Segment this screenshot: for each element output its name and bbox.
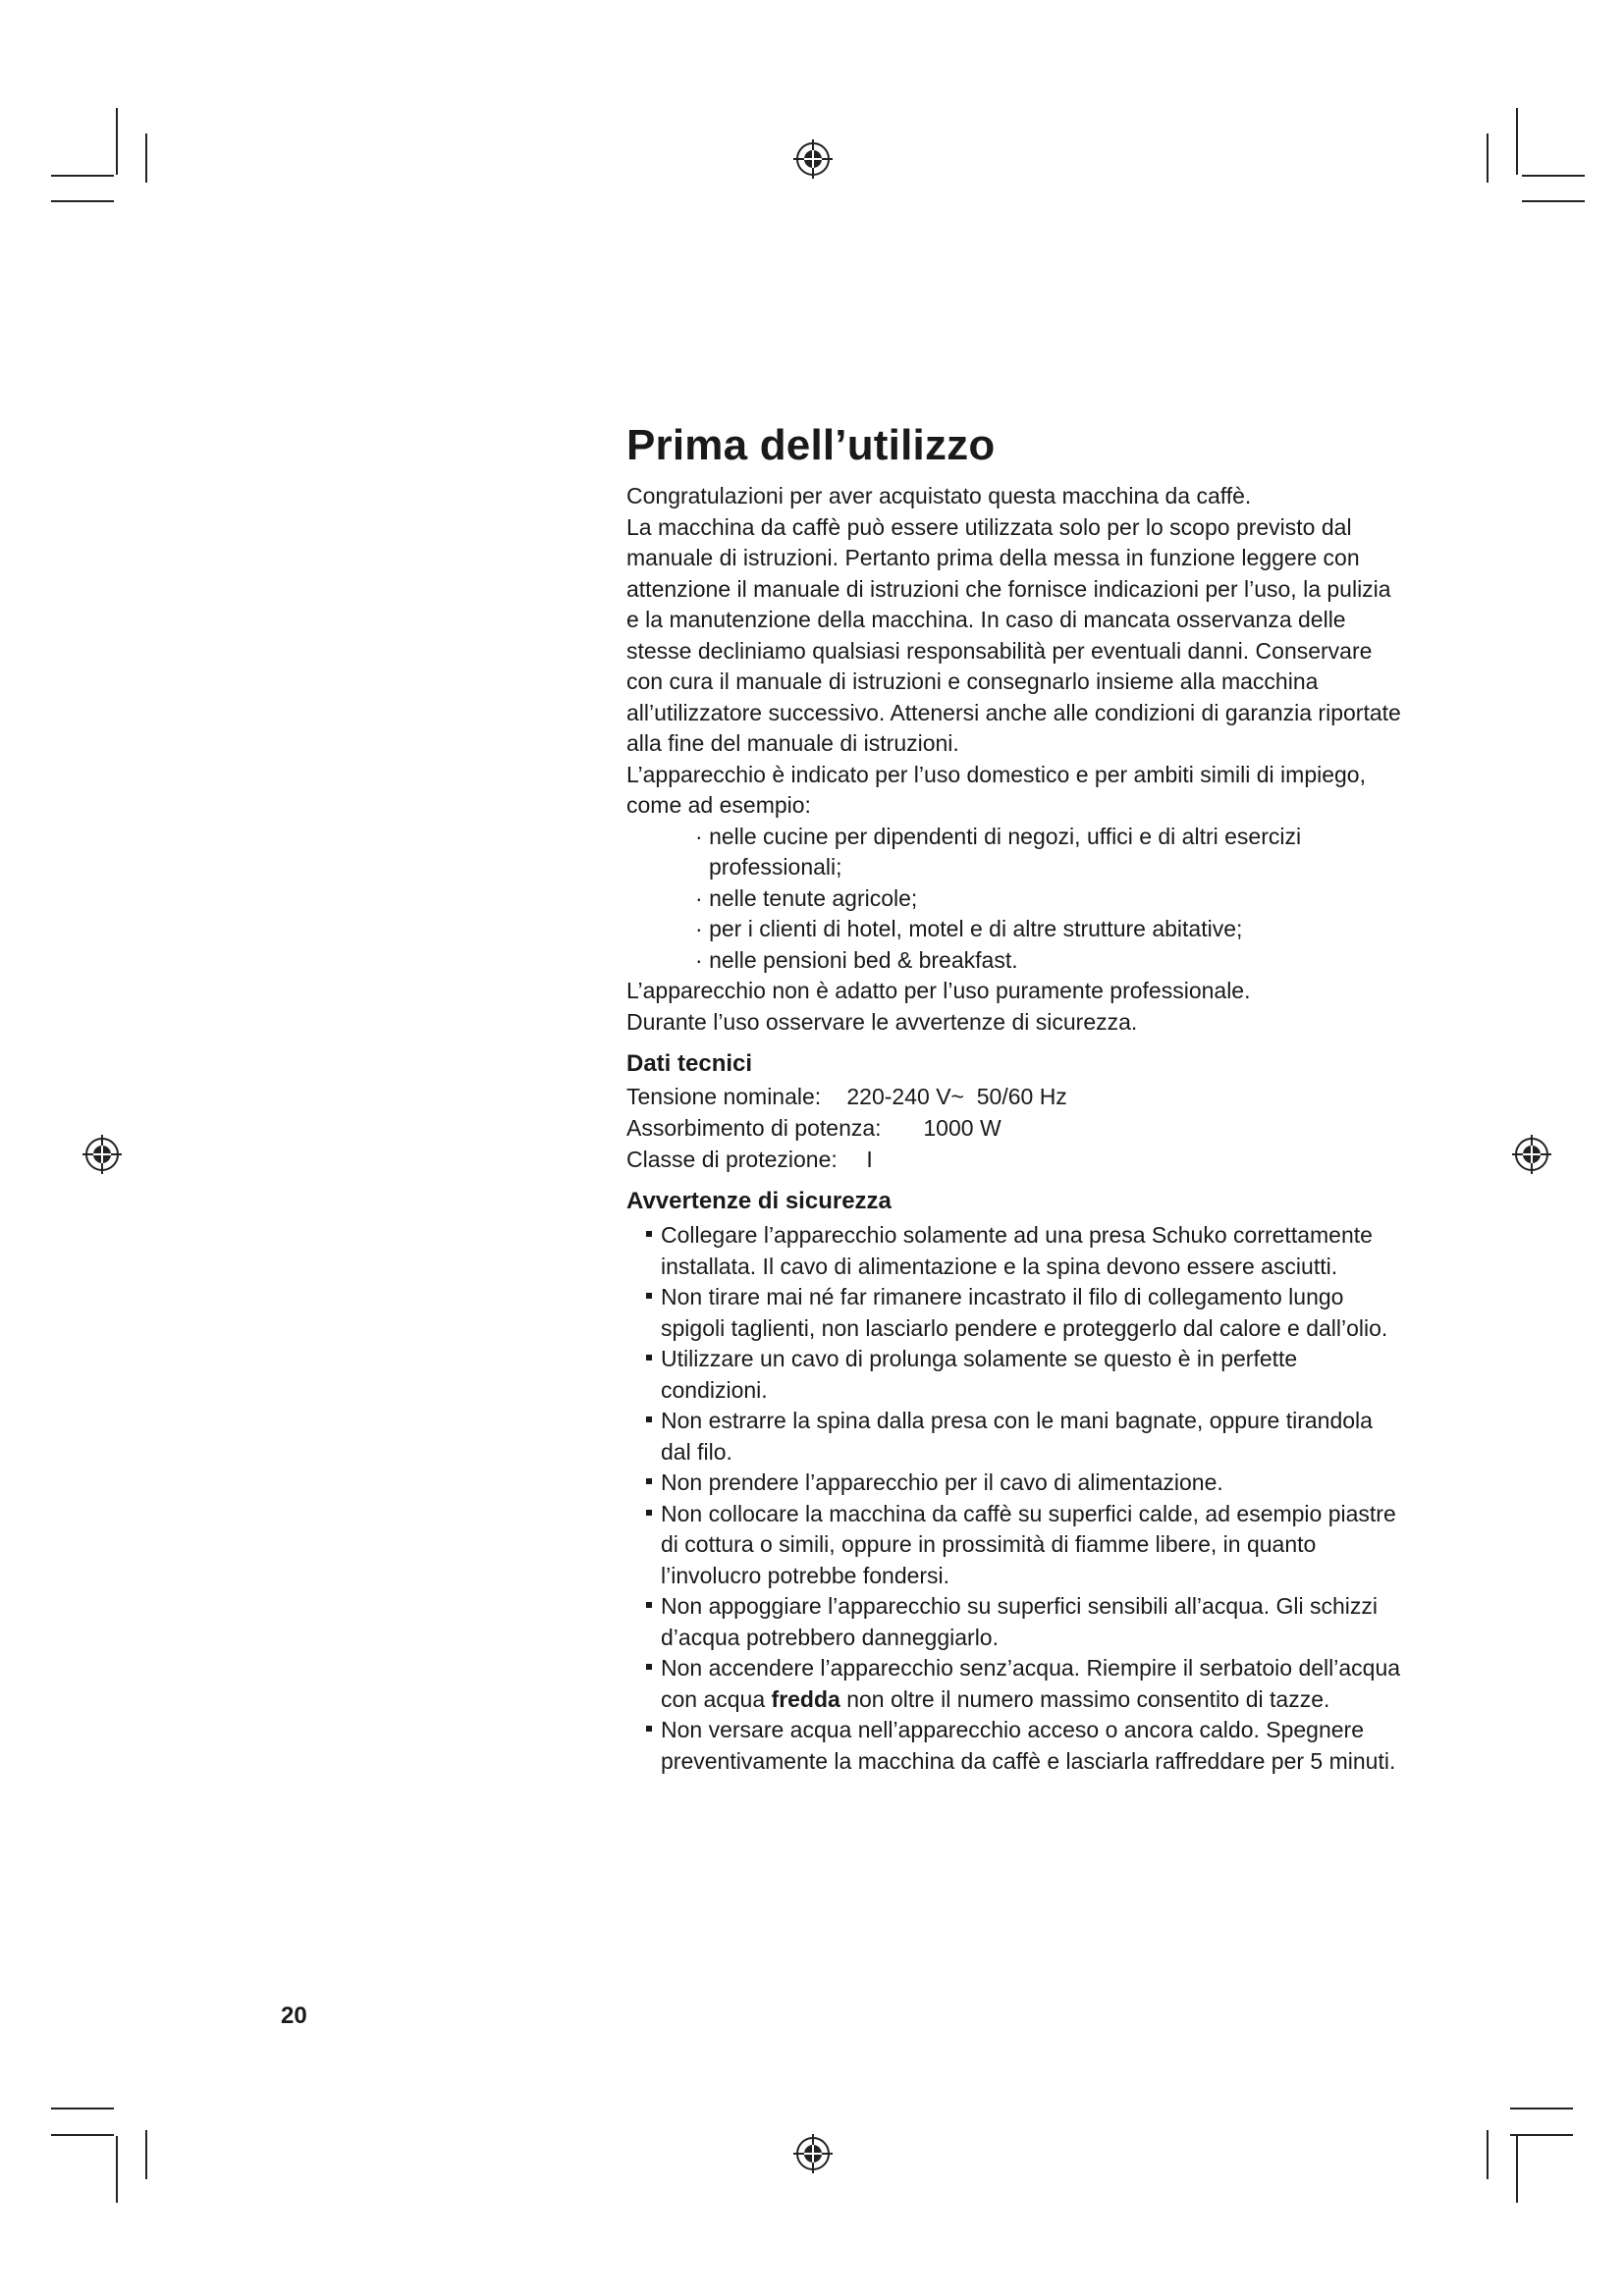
emphasis-text: fredda <box>771 1685 840 1712</box>
registration-crosshair-icon <box>793 139 833 179</box>
list-item: Non collocare la macchina da caffè su superfici calde, ad esempio piastre di cottura o simili, oppure in prossimità di fiamme libere, in quanto l’involucro potrebbe fondersi. <box>644 1499 1402 1592</box>
list-item: · per i clienti di hotel, motel e di altre strutture abitative; <box>695 914 1402 945</box>
spec-label: Assorbimento di potenza: <box>626 1115 882 1141</box>
list-item: Non tirare mai né far rimanere incastrato il filo di collegamento lungo spigoli taglienti, non lasciarlo pendere e proteggerlo dal calore e dall’olio. <box>644 1282 1402 1344</box>
safety-list <box>626 1220 1402 1777</box>
intro-paragraph: La macchina da caffè può essere utilizzata solo per lo scopo previsto dal manuale di istruzioni. Pertanto prima della messa in funzione leggere con attenzione il manuale di istruzioni che fornisce indicazioni per l’uso, la pulizia e la manutenzione della macchina. In caso di mancata osservanza delle stesse decliniamo qualsiasi responsabilità per eventuali danni. Conservare con cura il manuale di istruzioni e consegnarlo insieme alla macchina all’utilizzatore successivo. Attenersi anche alle condizioni di garanzia riportate alla fine del manuale di istruzioni. <box>626 513 1401 756</box>
outro-paragraph: Durante l’uso osservare le avvertenze di sicurezza. <box>626 1008 1138 1035</box>
page-number: 20 <box>281 2002 307 2029</box>
list-item: · nelle tenute agricole; <box>695 883 1402 915</box>
spec-value: 1000 W <box>923 1115 1001 1141</box>
list-item: · nelle pensioni bed & breakfast. <box>695 945 1402 977</box>
list-item <box>644 1653 1402 1715</box>
spec-row <box>626 1112 1402 1144</box>
list-item: Non appoggiare l’apparecchio su superfici sensibili all’acqua. Gli schizzi d’acqua potrebbero danneggiarlo. <box>644 1591 1402 1653</box>
intro-paragraph: Congratulazioni per aver acquistato questa macchina da caffè. <box>626 483 1252 508</box>
spec-value: 220-240 V~ 50/60 Hz <box>846 1084 1067 1109</box>
list-item: Non estrarre la spina dalla presa con le mani bagnate, oppure tirandola dal filo. <box>644 1406 1402 1468</box>
main-content <box>626 420 1402 1777</box>
spec-row <box>626 1144 1402 1175</box>
intro-paragraph: L’apparecchio è indicato per l’uso domestico e per ambiti simili di impiego, come ad esempio: <box>626 761 1366 818</box>
usage-examples-list <box>626 822 1402 977</box>
text-run: non oltre il numero massimo consentito di tazze. <box>839 1685 1330 1712</box>
spec-label: Tensione nominale: <box>626 1084 822 1109</box>
text-run: Non accendere l’apparecchio senz’acqua. Riempire il serbatoio dell’acqua con acqua <box>661 1655 1401 1712</box>
list-item: Non versare acqua nell’apparecchio acceso o ancora caldo. Spegnere preventivamente la macchina da caffè e lasciarla raffreddare per 5 minuti. <box>644 1715 1402 1777</box>
registration-crosshair-icon <box>793 2134 833 2173</box>
tech-heading: Dati tecnici <box>626 1050 753 1077</box>
safety-heading: Avvertenze di sicurezza <box>626 1188 892 1214</box>
list-item: Utilizzare un cavo di prolunga solamente se questo è in perfette condizioni. <box>644 1344 1402 1406</box>
tech-specs <box>626 1081 1402 1175</box>
list-item: Non prendere l’apparecchio per il cavo di alimentazione. <box>644 1468 1402 1499</box>
page-title: Prima dell’utilizzo <box>626 421 996 469</box>
outro-paragraph: L’apparecchio non è adatto per l’uso puramente professionale. <box>626 978 1251 1003</box>
spec-label: Classe di protezione: <box>626 1147 838 1172</box>
spec-row <box>626 1081 1402 1112</box>
registration-crosshair-icon <box>82 1135 122 1174</box>
spec-value: I <box>866 1147 873 1172</box>
list-item: · nelle cucine per dipendenti di negozi, uffici e di altri esercizi professionali; <box>695 822 1402 883</box>
list-item: Collegare l’apparecchio solamente ad una presa Schuko correttamente installata. Il cavo di alimentazione e la spina devono essere asciutti. <box>644 1220 1402 1282</box>
registration-crosshair-icon <box>1512 1135 1551 1174</box>
